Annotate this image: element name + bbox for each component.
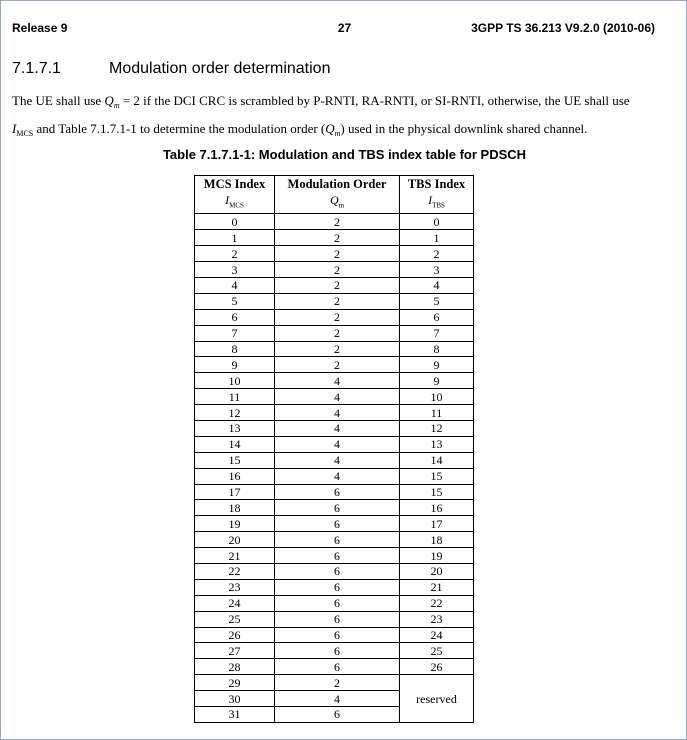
table-row [195, 484, 474, 500]
mcs-index-cell: 10 [195, 373, 275, 389]
mcs-index-cell: 28 [195, 659, 275, 675]
table-row [195, 659, 474, 675]
table-row [195, 500, 474, 516]
table-row [195, 309, 474, 325]
tbs-index-cell: 15 [400, 468, 474, 484]
table-row [195, 420, 474, 436]
modulation-order-cell: 6 [275, 484, 400, 500]
mcs-index-cell: 27 [195, 643, 275, 659]
modulation-order-cell: 4 [275, 452, 400, 468]
mcs-index-cell: 23 [195, 579, 275, 595]
modulation-order-cell: 4 [275, 373, 400, 389]
modulation-order-cell: 2 [275, 230, 400, 246]
tbs-index-cell: 18 [400, 532, 474, 548]
modulation-order-cell: 6 [275, 500, 400, 516]
table-row [195, 675, 474, 691]
modulation-order-cell: 6 [275, 532, 400, 548]
paragraph-text-3: and Table 7.1.7.1-1 to determine the modulation order ( [33, 121, 326, 136]
mcs-index-cell: 5 [195, 293, 275, 309]
table-row [195, 468, 474, 484]
tbs-index-cell: 9 [400, 357, 474, 373]
table-row [195, 532, 474, 548]
modulation-order-cell: 6 [275, 643, 400, 659]
tbs-index-cell: 20 [400, 563, 474, 579]
modulation-order-cell: 4 [275, 436, 400, 452]
table-row [195, 563, 474, 579]
symbol-i-tbs: $I_{TBS}$ [400, 193, 474, 214]
mcs-index-cell: 14 [195, 436, 275, 452]
modulation-order-cell: 6 [275, 611, 400, 627]
table-row [195, 293, 474, 309]
tbs-index-cell: 12 [400, 420, 474, 436]
symbol-q-sub: m [113, 101, 120, 110]
header-modulation-order: Modulation Order [275, 176, 400, 194]
table-row [195, 405, 474, 421]
tbs-index-cell: 6 [400, 309, 474, 325]
tbs-index-cell: 23 [400, 611, 474, 627]
modulation-order-cell: 6 [275, 516, 400, 532]
paragraph-text-2: = 2 if the DCI CRC is scrambled by P-RNTI, RA-RNTI, or SI-RNTI, otherwise, the UE shall use [119, 93, 630, 108]
tbs-index-cell: 10 [400, 389, 474, 405]
symbol-i-sub: MCS [16, 129, 34, 138]
header-release: Release 9 [12, 21, 68, 35]
symbol-q2: Q [325, 121, 335, 136]
modulation-order-cell: 6 [275, 563, 400, 579]
table-row [195, 579, 474, 595]
header-spec-id: 3GPP TS 36.213 V9.2.0 (2010-06) [471, 21, 655, 35]
table-row [195, 389, 474, 405]
header-page-number: 27 [337, 21, 352, 35]
modulation-order-cell: 2 [275, 325, 400, 341]
paragraph-text-1: The UE shall use [12, 93, 105, 108]
tbs-index-cell: 17 [400, 516, 474, 532]
tbs-index-cell: 16 [400, 500, 474, 516]
tbs-index-cell: 4 [400, 277, 474, 293]
modulation-order-cell: 6 [275, 579, 400, 595]
table-row [195, 357, 474, 373]
modulation-order-cell: 4 [275, 691, 400, 707]
tbs-index-cell: 25 [400, 643, 474, 659]
mcs-index-cell: 8 [195, 341, 275, 357]
tbs-index-cell: 11 [400, 405, 474, 421]
mcs-index-cell: 22 [195, 563, 275, 579]
tbs-index-cell: 14 [400, 452, 474, 468]
mcs-index-cell: 24 [195, 595, 275, 611]
table-row [195, 214, 474, 230]
modulation-order-cell: 4 [275, 468, 400, 484]
tbs-index-cell: 26 [400, 659, 474, 675]
tbs-index-cell: 7 [400, 325, 474, 341]
mcs-table [194, 175, 474, 723]
modulation-order-cell: 6 [275, 659, 400, 675]
table-row [195, 373, 474, 389]
section-heading [12, 60, 330, 78]
table-row [195, 516, 474, 532]
mcs-index-cell: 20 [195, 532, 275, 548]
symbol-i: I [12, 121, 17, 136]
mcs-index-cell: 12 [195, 405, 275, 421]
section-title: Modulation order determination [109, 60, 331, 77]
symbol-i-mcs: $I_{MCS}$ [195, 193, 275, 214]
symbol-q: Q [104, 93, 114, 108]
tbs-index-cell: 15 [400, 484, 474, 500]
tbs-index-cell: 24 [400, 627, 474, 643]
modulation-order-cell: 6 [275, 548, 400, 564]
mcs-index-cell: 30 [195, 691, 275, 707]
modulation-order-cell: 4 [275, 405, 400, 421]
tbs-index-cell: 1 [400, 230, 474, 246]
modulation-order-cell: 6 [275, 627, 400, 643]
table-row [195, 436, 474, 452]
tbs-index-cell: 19 [400, 548, 474, 564]
table-caption: Table 7.1.7.1-1: Modulation and TBS index table for PDSCH [162, 147, 527, 162]
table-row [195, 230, 474, 246]
mcs-index-cell: 6 [195, 309, 275, 325]
table-body [195, 214, 474, 723]
header-mcs-index: MCS Index [195, 176, 275, 194]
mcs-index-cell: 13 [195, 420, 275, 436]
table-row [195, 341, 474, 357]
mcs-index-cell: 4 [195, 277, 275, 293]
mcs-index-cell: 7 [195, 325, 275, 341]
mcs-index-cell: 18 [195, 500, 275, 516]
modulation-order-cell: 2 [275, 293, 400, 309]
mcs-index-cell: 26 [195, 627, 275, 643]
mcs-index-cell: 29 [195, 675, 275, 691]
modulation-order-cell: 2 [275, 341, 400, 357]
reserved-cell: reserved [400, 675, 474, 723]
table-row [195, 325, 474, 341]
mcs-index-cell: 3 [195, 262, 275, 278]
section-number: 7.1.7.1 [12, 60, 61, 77]
symbol-qm: $Q_m$ [275, 193, 400, 214]
tbs-index-cell: 0 [400, 214, 474, 230]
tbs-index-cell: 8 [400, 341, 474, 357]
mcs-index-cell: 0 [195, 214, 275, 230]
mcs-index-cell: 31 [195, 707, 275, 723]
modulation-order-cell: 4 [275, 420, 400, 436]
tbs-index-cell: 22 [400, 595, 474, 611]
modulation-order-cell: 2 [275, 214, 400, 230]
header-tbs-index: TBS Index [400, 176, 474, 194]
modulation-order-cell: 2 [275, 309, 400, 325]
body-paragraph [12, 89, 652, 145]
modulation-order-cell: 2 [275, 262, 400, 278]
tbs-index-cell: 13 [400, 436, 474, 452]
table-row [195, 262, 474, 278]
tbs-index-cell: 3 [400, 262, 474, 278]
table-row [195, 627, 474, 643]
tbs-index-cell: 21 [400, 579, 474, 595]
mcs-index-cell: 19 [195, 516, 275, 532]
modulation-order-cell: 6 [275, 707, 400, 723]
mcs-index-cell: 1 [195, 230, 275, 246]
mcs-index-cell: 16 [195, 468, 275, 484]
tbs-index-cell: 2 [400, 246, 474, 262]
modulation-order-cell: 2 [275, 675, 400, 691]
paragraph-text-4: ) used in the physical downlink shared channel. [340, 121, 588, 136]
mcs-index-cell: 15 [195, 452, 275, 468]
table-row [195, 246, 474, 262]
modulation-order-cell: 2 [275, 246, 400, 262]
modulation-order-cell: 6 [275, 595, 400, 611]
mcs-index-cell: 17 [195, 484, 275, 500]
mcs-index-cell: 9 [195, 357, 275, 373]
symbol-q2-sub: m [334, 129, 341, 138]
mcs-index-cell: 11 [195, 389, 275, 405]
table-row [195, 548, 474, 564]
table-row [195, 277, 474, 293]
mcs-index-cell: 2 [195, 246, 275, 262]
mcs-index-cell: 25 [195, 611, 275, 627]
table-row [195, 611, 474, 627]
tbs-index-cell: 5 [400, 293, 474, 309]
modulation-order-cell: 2 [275, 357, 400, 373]
table-row [195, 643, 474, 659]
mcs-index-cell: 21 [195, 548, 275, 564]
tbs-index-cell: 9 [400, 373, 474, 389]
modulation-order-cell: 2 [275, 277, 400, 293]
modulation-order-cell: 4 [275, 389, 400, 405]
table-row [195, 595, 474, 611]
table-row [195, 452, 474, 468]
